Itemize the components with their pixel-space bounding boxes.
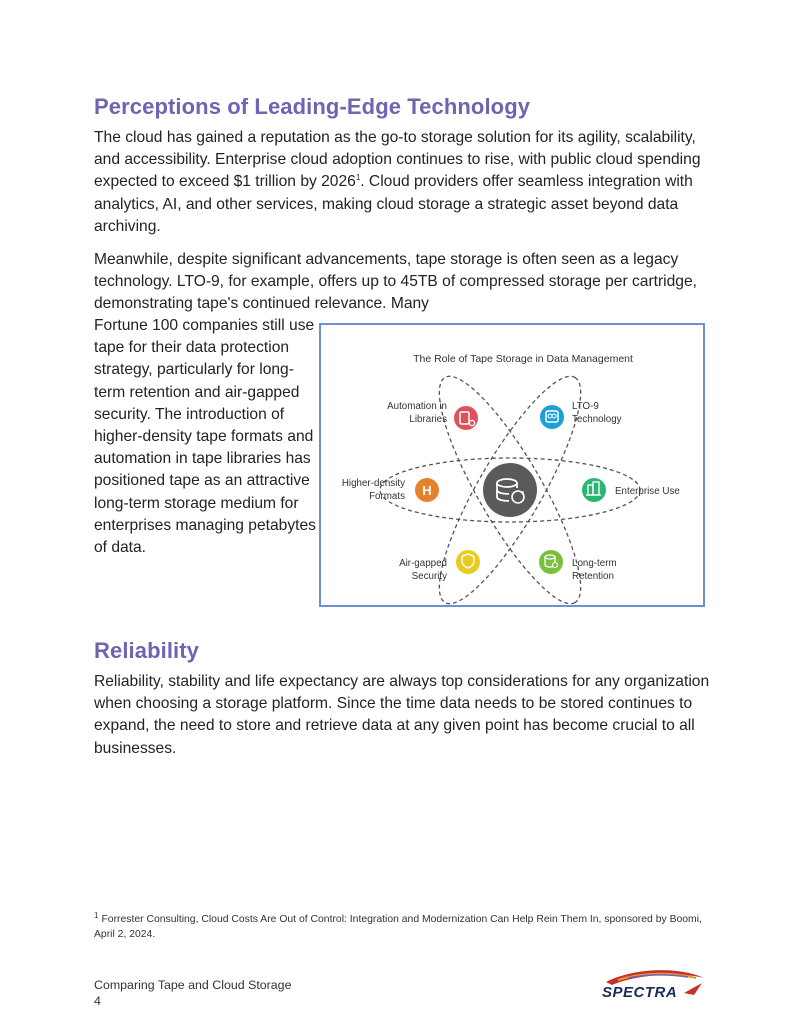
- paragraph-reliability: Reliability, stability and life expectancy are always top considerations for any organization when choosing a storage platform. Since the time data needs to be stored continues to expand, the need to store and retrieve data at any given point has become crucial to all businesses.: [94, 673, 710, 757]
- node-label-line2: Formats: [369, 491, 405, 502]
- node-label-line1: LTO-9: [572, 401, 599, 412]
- footer-title: Comparing Tape and Cloud Storage: [94, 978, 292, 992]
- node-label-line2: Libraries: [409, 414, 447, 425]
- node-label-line1: Automation in: [387, 401, 447, 412]
- section-heading-reliability: Reliability: [94, 638, 200, 663]
- node-automation-in-libraries: [387, 401, 478, 430]
- footnote-ref[interactable]: 1: [355, 173, 361, 183]
- node-label-line2: Technology: [572, 414, 622, 425]
- node-air-gapped-security: [399, 550, 480, 582]
- h-icon: H: [422, 483, 432, 498]
- node-enterprise-use: [582, 478, 680, 502]
- svg-text:SPECTRA: SPECTRA: [602, 984, 678, 1001]
- page-number: 4: [94, 994, 101, 1008]
- node-label-line1: Long-term: [572, 558, 617, 569]
- node-label-line1: Enterprise Use: [615, 486, 680, 497]
- node-label-line2: Retention: [572, 571, 614, 582]
- node-label-line2: Security: [411, 571, 447, 582]
- diagram-svg: [321, 325, 703, 605]
- spectra-logo: [598, 966, 708, 1002]
- section-heading-perceptions: Perceptions of Leading-Edge Technology: [94, 94, 531, 119]
- footnote-mark: 1: [94, 910, 99, 920]
- node-label-line1: Higher-density: [341, 478, 405, 489]
- tape-role-diagram: [319, 323, 705, 607]
- footnote-text: Forrester Consulting, Cloud Costs Are Out of Control: Integration and Modernization Can Help Rein Them In, sponsored by Boomi, April 2, 2024.: [94, 914, 702, 940]
- paragraph-cloud-text-1: The cloud has gained a reputation as the go-to storage solution for its agility, scalability, and accessibility. Enterprise cloud adoption continues to rise, with public cloud spending expected to exceed $1 trillion by 2026: [94, 129, 701, 191]
- paragraph-cloud-text-2: . Cloud providers offer seamless integration with analytics, AI, and other services, making cloud storage a strategic asset beyond data archiving.: [94, 173, 693, 235]
- paragraph-tape: Meanwhile, despite significant advancements, tape storage is often seen as a legacy technology. LTO-9, for example, offers up to 45TB of compressed storage per cartridge, demonstrating tape's continued relevance. Many: [94, 251, 697, 313]
- node-long-term-retention: [539, 550, 617, 582]
- node-label-line1: Air-gapped: [399, 558, 447, 569]
- paragraph-cloud: [94, 127, 710, 238]
- node-lto-9-technology: [540, 401, 622, 429]
- database-sync-icon: [483, 463, 537, 517]
- footnote: [94, 912, 714, 942]
- node-higher-density-formats: [342, 478, 439, 502]
- paragraph-tape-wrap: Fortune 100 companies still use tape for their data protection strategy, particularly for long-term retention and air-gapped security. The introduction of higher-density tape formats and automation in tape libraries has positioned tape as an attractive long-term storage medium for enterprises managing petabytes of data.: [94, 317, 316, 557]
- diagram-title: The Role of Tape Storage in Data Management: [413, 353, 633, 365]
